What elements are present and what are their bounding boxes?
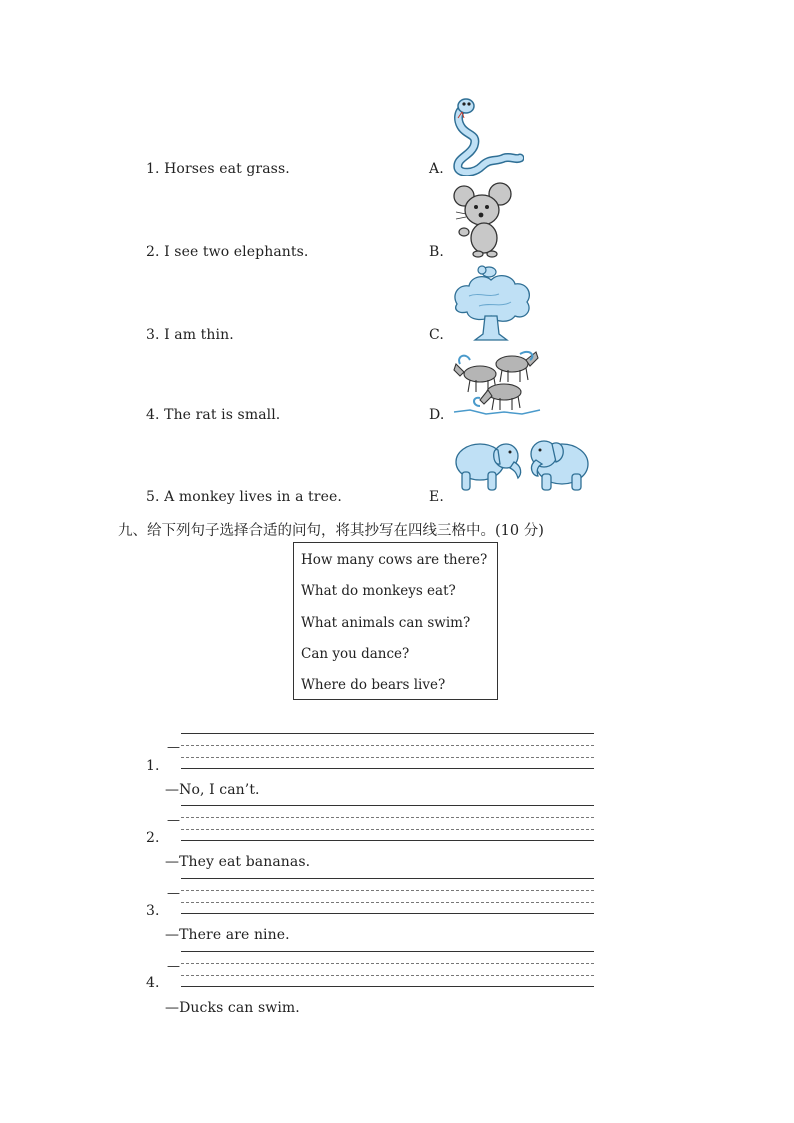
sentence-text: I see two elephants. <box>164 244 309 260</box>
horses-icon <box>450 346 544 418</box>
snake-icon <box>448 96 524 176</box>
option-letter-b: B. <box>429 244 444 260</box>
prompt-dash: — <box>167 813 180 828</box>
item-number: 3. <box>146 903 160 919</box>
question-bank-box <box>293 542 498 700</box>
section-9-title: 九、给下列句子选择合适的问句，将其抄写在四线三格中。(10 分) <box>118 523 544 539</box>
four-line-grid[interactable] <box>181 733 594 769</box>
four-line-grid[interactable] <box>181 878 594 914</box>
sentence-5 <box>146 489 342 505</box>
option-letter-a: A. <box>429 161 444 177</box>
sentence-3 <box>146 327 234 343</box>
sentence-text: The rat is small. <box>164 407 281 423</box>
elephants-icon <box>452 432 592 494</box>
sentence-text: A monkey lives in a tree. <box>164 489 342 505</box>
item-number: 4. <box>146 975 160 991</box>
sentence-4 <box>146 407 280 423</box>
option-letter-c: C. <box>429 327 444 343</box>
answer-text: —No, I can’t. <box>165 782 260 798</box>
sentence-text: I am thin. <box>164 327 234 343</box>
answer-text: —There are nine. <box>165 927 290 943</box>
sentence-number: 2. <box>146 244 160 260</box>
item-number: 1. <box>146 758 160 774</box>
sentence-number: 1. <box>146 161 160 177</box>
sentence-text: Horses eat grass. <box>164 161 290 177</box>
option-letter-e: E. <box>429 489 444 505</box>
sentence-number: 5. <box>146 489 160 505</box>
sentence-number: 3. <box>146 327 160 343</box>
question-option-5: Where do bears live? <box>301 677 446 693</box>
option-letter-d: D. <box>429 407 445 423</box>
sentence-number: 4. <box>146 407 160 423</box>
answer-text: —They eat bananas. <box>165 854 311 870</box>
prompt-dash: — <box>167 886 180 901</box>
sentence-1 <box>146 161 290 177</box>
sentence-2 <box>146 244 308 260</box>
question-option-3: What animals can swim? <box>301 615 471 631</box>
answer-text: —Ducks can swim. <box>165 1000 300 1016</box>
question-option-1: How many cows are there? <box>301 552 488 568</box>
prompt-dash: — <box>167 740 180 755</box>
mouse-icon <box>452 182 518 258</box>
tree-with-monkey-icon <box>449 264 535 342</box>
four-line-grid[interactable] <box>181 951 594 987</box>
four-line-grid[interactable] <box>181 805 594 841</box>
item-number: 2. <box>146 830 160 846</box>
question-option-4: Can you dance? <box>301 646 410 662</box>
question-option-2: What do monkeys eat? <box>301 583 456 599</box>
prompt-dash: — <box>167 959 180 974</box>
